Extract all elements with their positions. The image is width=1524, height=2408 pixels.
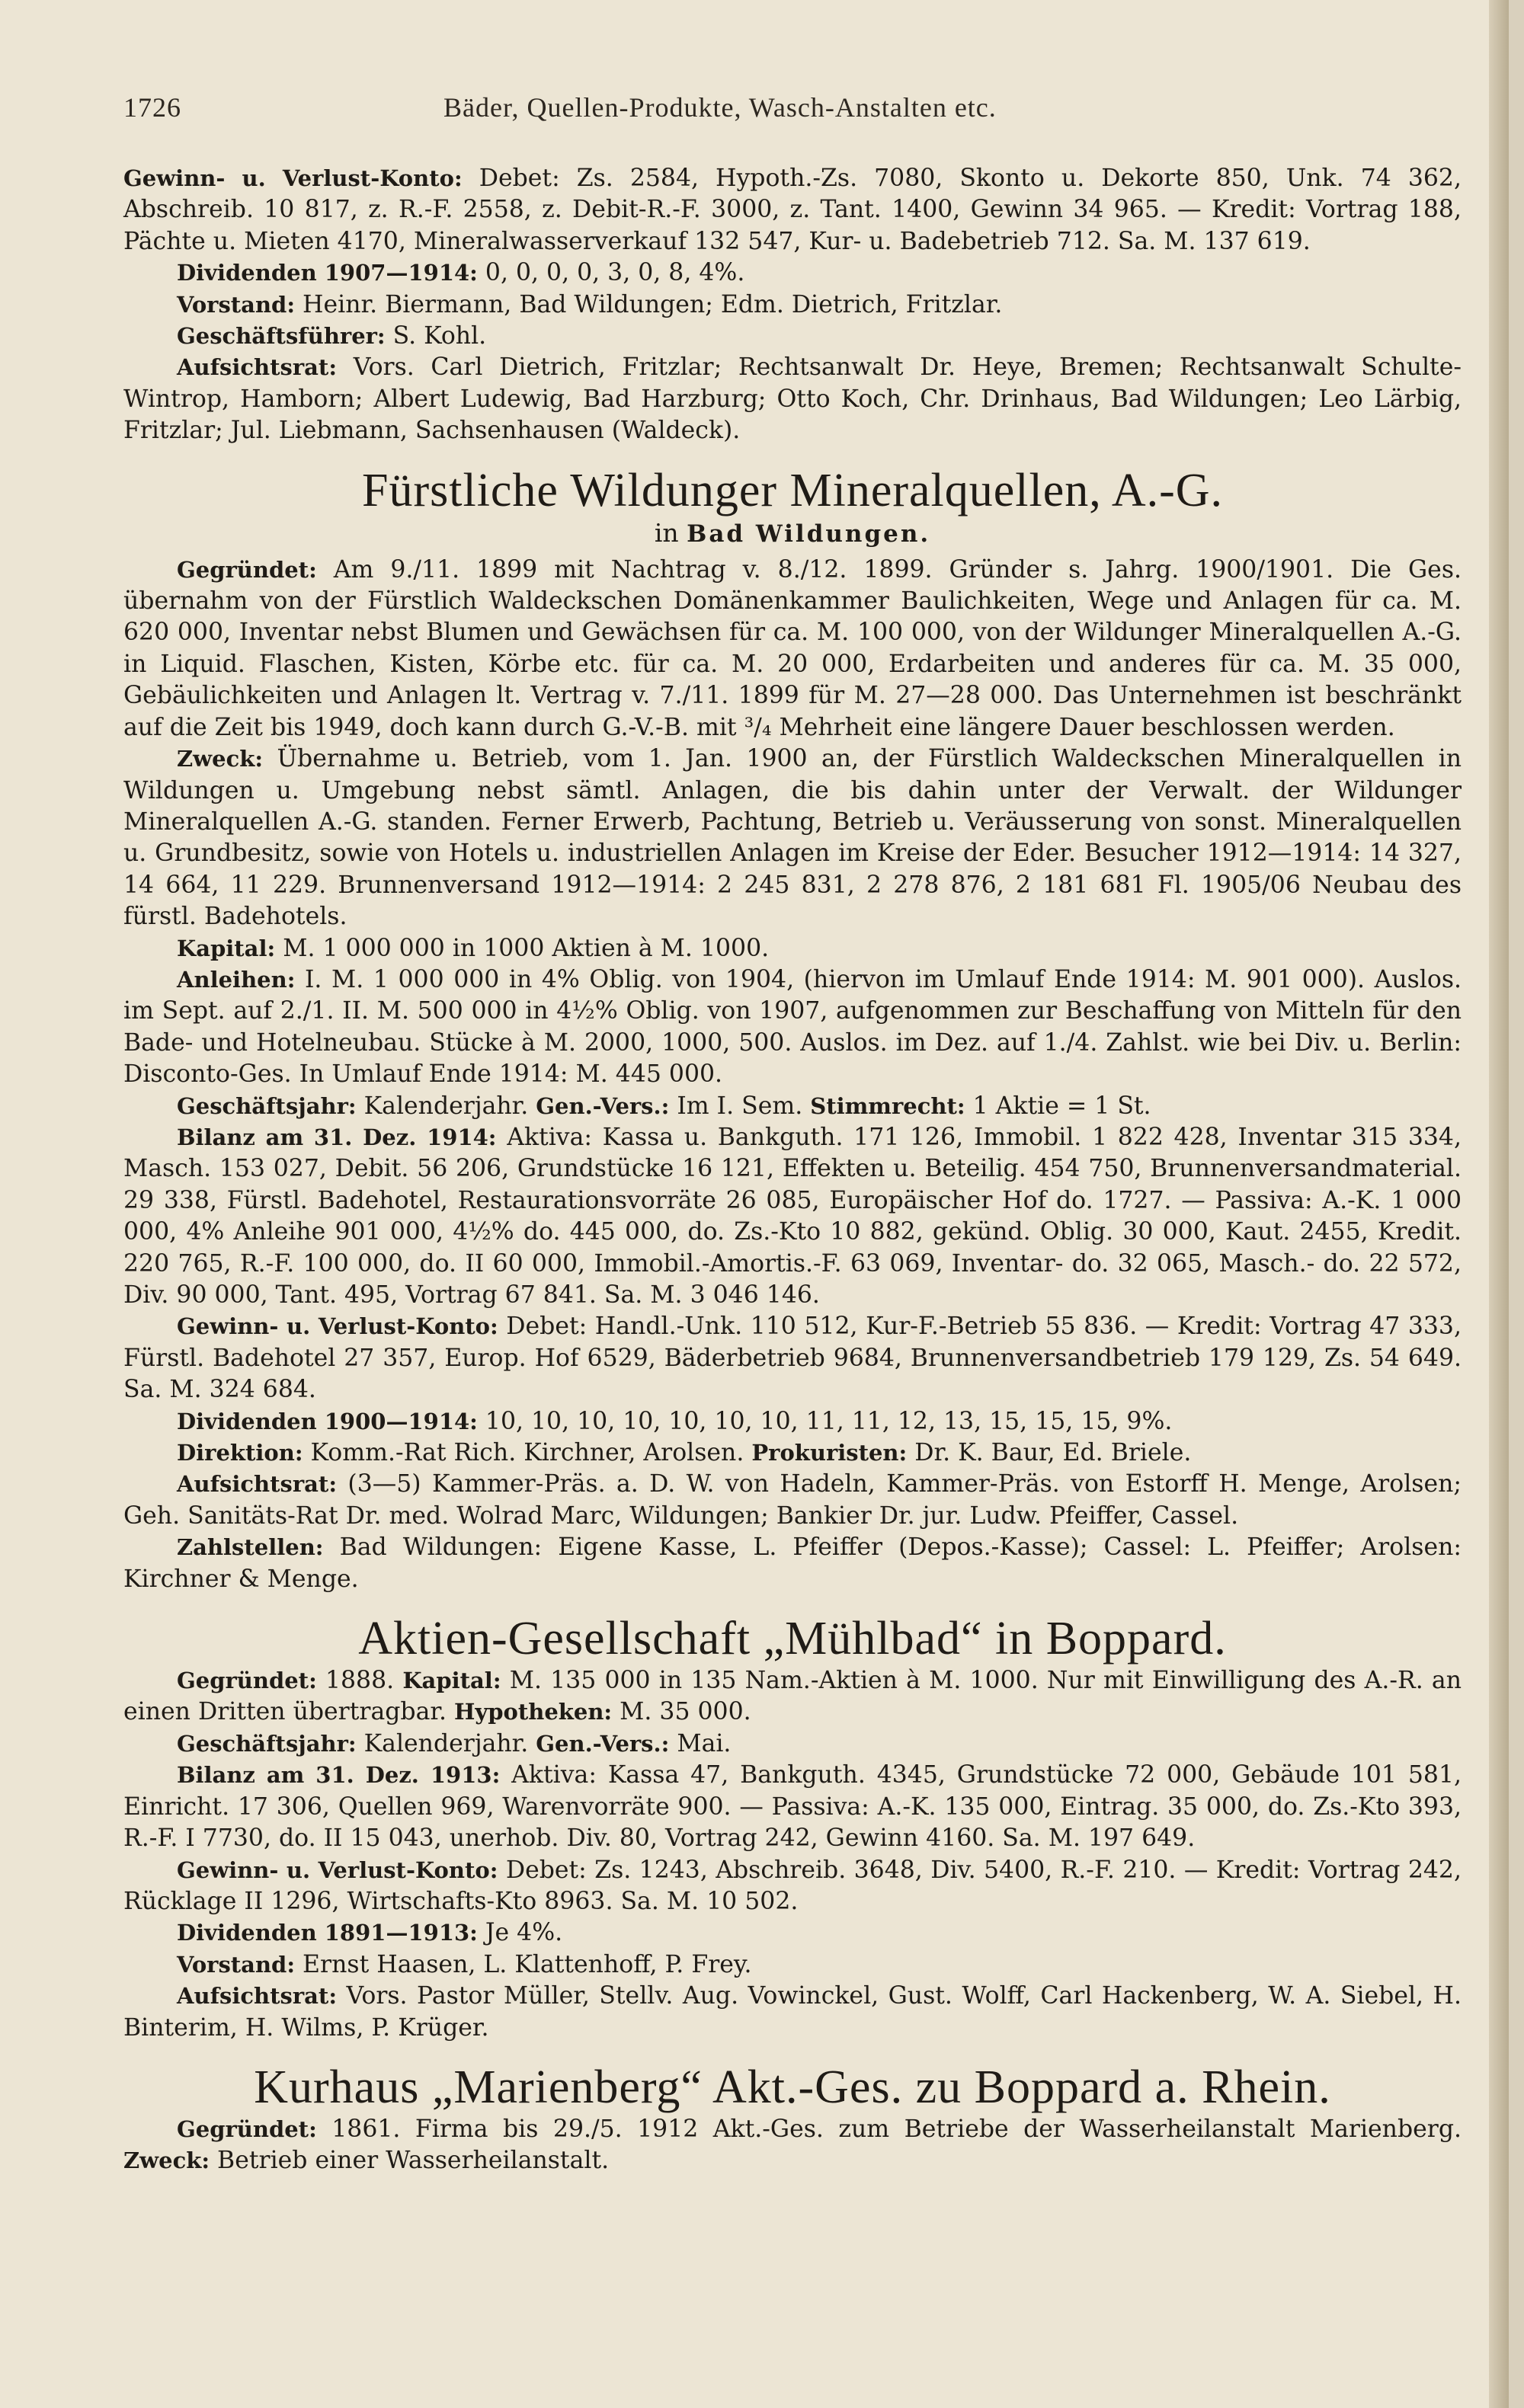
field-label: Gen.-Vers.: xyxy=(536,1730,670,1757)
entry-paragraph xyxy=(123,1122,1462,1311)
field-text: 10, 10, 10, 10, 10, 10, 10, 11, 11, 12, 13, 15, 15, 15, 9%. xyxy=(477,1407,1173,1435)
entry-paragraph xyxy=(123,1091,1462,1122)
field-label: Kapital: xyxy=(177,935,276,961)
field-label: Gewinn- u. Verlust-Konto: xyxy=(177,1856,498,1883)
field-text: Aktiva: Kassa u. Bankguth. 171 126, Immobil. 1 822 428, Inventar 315 334, Masch. 153 027, Debit. 56 206, Grundstücke 16 121, Effekten u. Beteilig. 454 750, Brunnenversandmaterial. 29 338, Fürstl. Badehotel, Restaurationsvorräte 26 085, Europäischer Hof do. 1727. — Passiva: A.-K. 1 000 000, 4% Anleihe 901 000, 4½% do. 445 000, do. Zs.-Kto 10 882, gekünd. Oblig. 30 000, Kaut. 2455, Kredit. 220 765, R.-F. 100 000, do. II 60 000, Immobil.-Amortis.-F. 63 069, Inventar- do. 32 065, Masch.- do. 22 572, Div. 90 000, Tant. 495, Vortrag 67 841. Sa. M. 3 046 146. xyxy=(123,1123,1462,1309)
entry-paragraph xyxy=(123,1728,1462,1760)
field-text: 1861. Firma bis 29./5. 1912 Akt.-Ges. zum Betriebe der Wasserheilanstalt Marienberg. xyxy=(316,2115,1462,2143)
field-label: Aufsichtsrat: xyxy=(177,354,338,381)
field-label: Aufsichtsrat: xyxy=(177,1471,338,1498)
field-label: Dividenden 1900—1914: xyxy=(177,1408,478,1434)
entry-paragraph xyxy=(123,744,1462,932)
field-label: Gewinn- u. Verlust-Konto: xyxy=(123,165,463,191)
field-label: Dividenden 1891—1913: xyxy=(177,1920,478,1946)
field-label: Gegründet: xyxy=(177,556,317,583)
field-label: Vorstand: xyxy=(177,291,296,318)
field-label: Geschäftsführer: xyxy=(177,323,386,350)
field-text: Aktiva: Kassa 47, Bankguth. 4345, Grundstücke 72 000, Gebäude 101 581, Einricht. 17 306, Quellen 969, Warenvorräte 900. — Passiva: A.-K. 135 000, Eintrag. 35 000, do. Zs.-Kto 393, R.-F. I 7730, do. II 15 043, unerhob. Div. 80, Vortrag 242, Gewinn 4160. Sa. M. 197 649. xyxy=(123,1761,1462,1853)
field-text: M. 135 000 in 135 Nam.-Aktien à M. 1000. Nur mit Einwilligung des A.-R. an einen Dritten übertragbar. xyxy=(123,1667,1462,1726)
field-label: Zweck: xyxy=(177,746,264,772)
field-text: Je 4%. xyxy=(477,1919,563,1947)
company-title: Kurhaus „Marienberg“ Akt.-Ges. zu Boppard a. Rhein. xyxy=(254,2061,1331,2113)
document-body xyxy=(123,163,1462,2177)
field-text: (3—5) Kammer-Präs. a. D. W. von Hadeln, Kammer-Präs. von Estorff H. Menge, Arolsen; Geh. Sanitäts-Rat Dr. med. Wolrad Marc, Wildungen; Bankier Dr. jur. Ludw. Pfeiffer, Cassel. xyxy=(123,1470,1462,1530)
field-label: Dividenden 1907—1914: xyxy=(177,260,478,286)
entry-paragraph xyxy=(123,1760,1462,1854)
entry-paragraph xyxy=(123,1532,1462,1595)
entry-paragraph xyxy=(123,1406,1462,1437)
field-text: S. Kohl. xyxy=(385,322,487,350)
field-label: Direktion: xyxy=(177,1440,303,1466)
entry-paragraph xyxy=(123,1311,1462,1405)
running-title: Bäder, Quellen-Produkte, Wasch-Anstalten etc. xyxy=(443,92,997,123)
field-text: 1888. xyxy=(316,1667,403,1695)
field-text: Vors. Pastor Müller, Stellv. Aug. Vowinckel, Gust. Wolff, Carl Hackenberg, W. A. Siebel, H. Binterim, H. Wilms, P. Krüger. xyxy=(123,1982,1462,2042)
field-label: Gen.-Vers.: xyxy=(536,1092,670,1119)
entry-paragraph xyxy=(123,163,1462,257)
entry-paragraph xyxy=(123,964,1462,1091)
field-text: Kalenderjahr. xyxy=(356,1092,536,1120)
field-label: Kapital: xyxy=(402,1668,501,1694)
field-text: Kalenderjahr. xyxy=(356,1729,536,1757)
field-label: Stimmrecht: xyxy=(810,1092,965,1119)
entry-paragraph xyxy=(123,1949,1462,1981)
entry-paragraph xyxy=(123,2114,1462,2177)
entry-paragraph xyxy=(123,257,1462,289)
field-text: I. M. 1 000 000 in 4% Oblig. von 1904, (hiervon im Umlauf Ende 1914: M. 901 000). Auslos. im Sept. auf 2./1. II. M. 500 000 in 4½% Oblig. von 1907, aufgenommen zur Beschaffung von Mitteln für den Bade- und Hotelneubau. Stücke à M. 2000, 1000, 500. Auslos. im Dez. auf 1./4. Zahlst. wie bei Div. u. Berlin: Disconto-Ges. In Umlauf Ende 1914: M. 445 000. xyxy=(123,965,1462,1089)
entry-paragraph xyxy=(123,352,1462,446)
field-text: Debet: Zs. 2584, Hypoth.-Zs. 7080, Skonto u. Dekorte 850, Unk. 74 362, Abschreib. 10 817, z. R.-F. 2558, z. Debit-R.-F. 3000, z. Tant. 1400, Gewinn 34 965. — Kredit: Vortrag 188, Pächte u. Mieten 4170, Mineralwasserverkauf 132 547, Kur- u. Badebetrieb 712. Sa. M. 137 619. xyxy=(123,165,1462,255)
section-wildunger xyxy=(123,464,1462,1595)
field-label: Bilanz am 31. Dez. 1914: xyxy=(177,1124,497,1150)
entry-paragraph xyxy=(123,1981,1462,2044)
field-label: Geschäftsjahr: xyxy=(177,1092,357,1119)
entry-paragraph xyxy=(123,1437,1462,1469)
section-continuation xyxy=(123,163,1462,447)
field-label: Anleihen: xyxy=(177,966,296,993)
field-label: Gegründet: xyxy=(177,2115,317,2142)
field-text: Bad Wildungen: Eigene Kasse, L. Pfeiffer (Depos.-Kasse); Cassel: L. Pfeiffer; Arolsen: Kirchner & Menge. xyxy=(123,1533,1462,1593)
field-text: Im I. Sem. xyxy=(669,1092,811,1120)
entry-paragraph xyxy=(123,555,1462,744)
field-label: Vorstand: xyxy=(177,1951,296,1978)
company-title: Aktien-Gesellschaft „Mühlbad“ in Boppard. xyxy=(358,1613,1227,1665)
field-text: M. 1 000 000 in 1000 Aktien à M. 1000. xyxy=(275,934,770,962)
field-label: Geschäftsjahr: xyxy=(177,1730,357,1757)
entry-paragraph xyxy=(123,1469,1462,1532)
field-text: Mai. xyxy=(669,1729,732,1757)
entry-paragraph xyxy=(123,933,1462,964)
field-label: Zweck: xyxy=(123,2147,210,2174)
entry-paragraph xyxy=(123,321,1462,352)
company-location xyxy=(123,517,1462,550)
field-label: Bilanz am 31. Dez. 1913: xyxy=(177,1762,501,1789)
entry-paragraph xyxy=(123,1855,1462,1918)
field-text: Am 9./11. 1899 mit Nachtrag v. 8./12. 1899. Gründer s. Jahrg. 1900/1901. Die Ges. übernahm von der Fürstlich Waldeckschen Domänenkammer Baulichkeiten, Wege und Anlagen für ca. M. 620 000, Inventar nebst Blumen und Gewächsen für ca. M. 100 000, von der Wildunger Mineralquellen A.-G. in Liquid. Flaschen, Kisten, Körbe etc. für ca. M. 20 000, Erdarbeiten und anderes für ca. M. 35 000, Gebäulichkeiten und Anlagen lt. Vertrag v. 7./11. 1899 für M. 27—28 000. Das Unternehmen ist beschränkt auf die Zeit bis 1949, doch kann durch G.-V.-B. mit ³/₄ Mehrheit eine längere Dauer beschlossen werden. xyxy=(123,555,1462,741)
company-title: Fürstliche Wildunger Mineralquellen, A.-G. xyxy=(361,464,1224,516)
section-marienberg xyxy=(123,2061,1462,2177)
page-number: 1726 xyxy=(123,92,181,123)
field-label: Aufsichtsrat: xyxy=(177,1983,338,2010)
field-label: Zahlstellen: xyxy=(177,1534,324,1561)
field-label: Gewinn- u. Verlust-Konto: xyxy=(177,1313,498,1340)
entry-paragraph xyxy=(123,289,1462,321)
field-label: Prokuristen: xyxy=(751,1440,908,1466)
entry-paragraph xyxy=(123,1917,1462,1949)
page-header xyxy=(123,91,1462,123)
field-text: Übernahme u. Betrieb, vom 1. Jan. 1900 an, der Fürstlich Waldeckschen Mineralquellen in Wildungen u. Umgebung nebst sämtl. Anlagen, die bis dahin unter der Verwalt. der Wildunger Mineralquellen A.-G. standen. Ferner Erwerb, Pachtung, Betrieb u. Veräusserung von sonst. Mineralquellen u. Grundbesitz, sowie von Hotels u. industriellen Anlagen im Kreise der Eder. Besucher 1912—1914: 14 327, 14 664, 11 229. Brunnenversand 1912—1914: 2 245 831, 2 278 876, 2 181 681 Fl. 1905/06 Neubau des fürstl. Badehotels. xyxy=(123,745,1462,931)
field-text: Dr. K. Baur, Ed. Briele. xyxy=(907,1439,1192,1467)
location-prefix: in xyxy=(654,517,679,548)
field-text: Vors. Carl Dietrich, Fritzlar; Rechtsanwalt Dr. Heye, Bremen; Rechtsanwalt Schulte-Wintrop, Hamborn; Albert Ludewig, Bad Harzburg; Otto Koch, Chr. Drinhaus, Bad Wildungen; Leo Lärbig, Fritzlar; Jul. Liebmann, Sachsenhausen (Waldeck). xyxy=(123,353,1462,445)
field-text: Heinr. Biermann, Bad Wildungen; Edm. Dietrich, Fritzlar. xyxy=(295,290,1003,318)
entry-paragraph xyxy=(123,1665,1462,1728)
field-text: Debet: Zs. 1243, Abschreib. 3648, Div. 5400, R.-F. 210. — Kredit: Vortrag 242, Rücklage II 1296, Wirtschafts-Kto 8963. Sa. M. 10 502. xyxy=(123,1856,1462,1915)
location-name: Bad Wildungen. xyxy=(687,520,931,548)
field-label: Hypotheken: xyxy=(453,1699,613,1725)
field-label: Gegründet: xyxy=(177,1668,317,1694)
section-muehlbad xyxy=(123,1612,1462,2044)
field-text: Betrieb einer Wasserheilanstalt. xyxy=(210,2147,610,2175)
field-text: Debet: Handl.-Unk. 110 512, Kur-F.-Betrieb 55 836. — Kredit: Vortrag 47 333, Fürstl. Badehotel 27 357, Europ. Hof 6529, Bäderbetrieb 9684, Brunnenversandbetrieb 179 129, Zs. 54 649. Sa. M. 324 684. xyxy=(123,1313,1462,1404)
field-text: Ernst Haasen, L. Klattenhoff, P. Frey. xyxy=(295,1950,752,1978)
field-text: 1 Aktie = 1 St. xyxy=(965,1092,1151,1120)
field-text: Komm.-Rat Rich. Kirchner, Arolsen. xyxy=(303,1439,752,1467)
field-text: 0, 0, 0, 0, 3, 0, 8, 4%. xyxy=(477,259,745,287)
field-text: M. 35 000. xyxy=(612,1698,751,1726)
